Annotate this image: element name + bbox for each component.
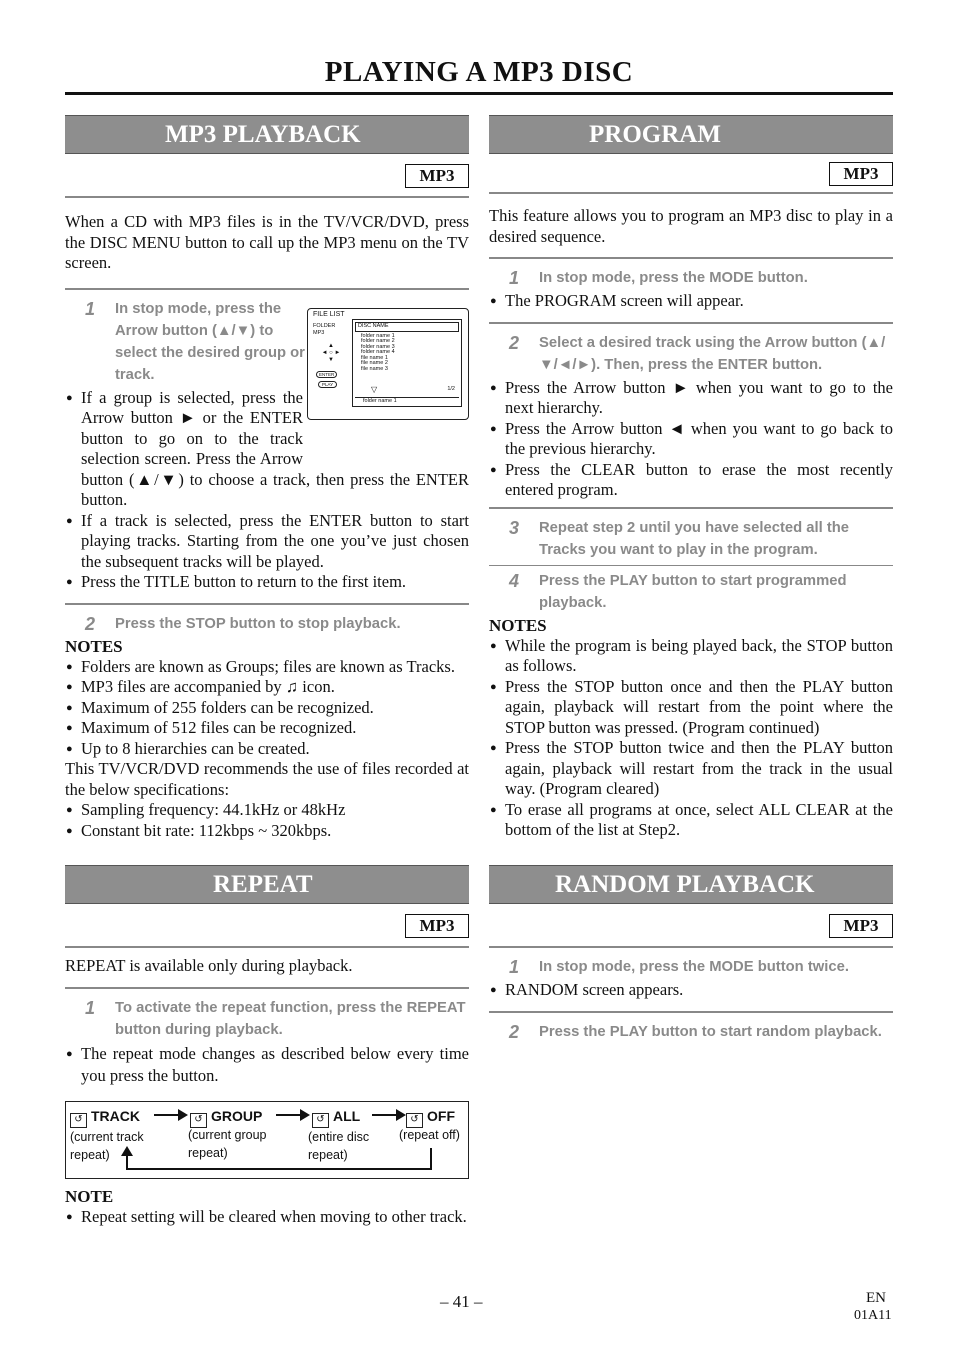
language-code: EN bbox=[866, 1290, 886, 1306]
notes-list bbox=[65, 657, 469, 760]
mode-desc: (entire disc repeat) bbox=[308, 1129, 370, 1162]
divider bbox=[65, 196, 469, 198]
section-heading: MP3 PLAYBACK bbox=[65, 115, 469, 154]
screen-title: FILE LIST bbox=[313, 310, 345, 318]
screen-item: file name 3 bbox=[361, 366, 388, 373]
step-text: Repeat step 2 until you have selected all the Tracks you want to play in the program. bbox=[539, 519, 850, 558]
title-rule bbox=[65, 92, 893, 95]
notes-heading: NOTES bbox=[489, 615, 547, 635]
step-number: 2 bbox=[509, 332, 520, 353]
divider bbox=[489, 192, 893, 194]
bullet-item: ● RANDOM screen appears. bbox=[489, 980, 893, 1001]
step-text: Select a desired track using the Arrow button (▲/▼/◄/►). Then, press the ENTER button. bbox=[539, 334, 886, 373]
notes-heading: NOTES bbox=[65, 636, 123, 656]
step-number: 3 bbox=[509, 517, 520, 538]
note-item: ● Maximum of 255 folders can be recognized. bbox=[65, 698, 469, 719]
repeat-icon: ↺ bbox=[406, 1113, 423, 1128]
mode-desc: (repeat off) bbox=[399, 1127, 460, 1142]
spec-item: ● Sampling frequency: 44.1kHz or 48kHz bbox=[65, 800, 469, 821]
notes-list bbox=[489, 636, 893, 841]
step-number: 4 bbox=[509, 570, 520, 591]
screen-list bbox=[353, 334, 461, 373]
enter-button-icon: ENTER bbox=[316, 371, 337, 378]
mp3-badge: MP3 bbox=[405, 164, 469, 188]
intro-text: This feature allows you to program an MP3 disc to play in a desired sequence. bbox=[489, 206, 893, 246]
repeat-mode-track: ↺ TRACK bbox=[70, 1108, 140, 1128]
recommend-text: This TV/VCR/DVD recommends the use of files recorded at the below specifications: bbox=[65, 759, 469, 799]
step-2-bullets bbox=[489, 378, 893, 501]
divider bbox=[489, 1011, 893, 1013]
step-1-bullets bbox=[489, 291, 893, 312]
bullet-item: ● If a group is selected, press the Arrow button ► or the ENTER button to go on to the track selection screen. Press the Arrow button (▲/▼) to choose a track, then press the ENTER button. bbox=[65, 388, 469, 511]
note-item: ● While the program is being played back, the STOP button as follows. bbox=[489, 636, 893, 677]
step-1 bbox=[65, 298, 315, 386]
step-text: In stop mode, press the Arrow button (▲/▼) to select the desired group or track. bbox=[115, 300, 305, 383]
bullet-item: ● If a track is selected, press the ENTER button to start playing tracks. Starting from the one you’ve just chosen the subsequent tracks will be played. bbox=[65, 511, 469, 573]
screen-item: folder name 1 bbox=[361, 332, 395, 339]
divider bbox=[489, 322, 893, 324]
arrow-pad-icon: ▲ ◄ ○ ► ▼ bbox=[321, 342, 341, 363]
page-number: – 41 – bbox=[440, 1292, 483, 1311]
intro-text: When a CD with MP3 files is in the TV/VCR/DVD, press the DISC MENU button to call up the MP3 menu on the TV screen. bbox=[65, 212, 469, 272]
repeat-mode-group: ↺ GROUP bbox=[190, 1108, 262, 1128]
arrow-icon bbox=[154, 1114, 180, 1116]
step-2 bbox=[489, 1021, 893, 1043]
divider bbox=[489, 565, 893, 566]
arrow-icon bbox=[276, 1114, 302, 1116]
notes-list bbox=[65, 1207, 469, 1228]
repeat-mode-all: ↺ ALL bbox=[312, 1108, 360, 1128]
step-1 bbox=[489, 267, 893, 289]
step-1-bullets bbox=[65, 1043, 469, 1087]
note-item: ● Press the STOP button twice and then the PLAY button again, playback will restart from the track in the usual way. (Program cleared) bbox=[489, 738, 893, 800]
step-1-bullets bbox=[65, 385, 469, 593]
specs-list bbox=[65, 800, 469, 841]
divider bbox=[65, 987, 469, 989]
note-item: ● Repeat setting will be cleared when moving to other track. bbox=[65, 1207, 469, 1228]
section-repeat bbox=[65, 865, 469, 1227]
return-arrow-icon bbox=[121, 1146, 133, 1156]
divider bbox=[489, 507, 893, 509]
intro-text: REPEAT is available only during playback. bbox=[65, 956, 353, 975]
mode-desc: (current group repeat) bbox=[188, 1127, 267, 1160]
mp3-label: MP3 bbox=[313, 329, 325, 336]
screen-bottom-item: folder name 1 bbox=[355, 397, 459, 404]
note-heading: NOTE bbox=[65, 1186, 114, 1206]
screen-page: 1/2 bbox=[447, 385, 455, 392]
divider bbox=[489, 946, 893, 948]
screen-item: file name 2 bbox=[361, 360, 388, 367]
spec-item: ● Constant bit rate: 112kbps ~ 320kbps. bbox=[65, 821, 469, 842]
bullet-item: ● Press the CLEAR button to erase the most recently entered program. bbox=[489, 460, 893, 501]
repeat-icon: ↺ bbox=[190, 1113, 207, 1128]
section-program bbox=[489, 115, 893, 841]
step-1 bbox=[489, 956, 893, 978]
screen-item: folder name 3 bbox=[361, 343, 395, 350]
mode-desc: (current track repeat) bbox=[70, 1129, 144, 1162]
step-text: To activate the repeat function, press the REPEAT button during playback. bbox=[115, 999, 466, 1038]
return-line bbox=[430, 1148, 432, 1170]
bullet-item: ● The PROGRAM screen will appear. bbox=[489, 291, 893, 312]
step-2 bbox=[489, 332, 893, 376]
mp3-badge: MP3 bbox=[829, 914, 893, 938]
scroll-down-icon: ▽ bbox=[371, 384, 378, 394]
divider bbox=[65, 946, 469, 948]
bullet-item: ● Press the TITLE button to return to the first item. bbox=[65, 572, 469, 593]
section-heading: RANDOM PLAYBACK bbox=[489, 865, 893, 904]
step-number: 2 bbox=[509, 1021, 520, 1042]
step-1-bullets bbox=[489, 980, 893, 1001]
section-mp3-playback bbox=[65, 115, 469, 841]
bullet-item: ● Press the Arrow button ► when you want to go to the next hierarchy. bbox=[489, 378, 893, 419]
step-text: Press the STOP button to stop playback. bbox=[115, 615, 401, 632]
screen-item: file name 1 bbox=[361, 354, 388, 361]
step-3 bbox=[489, 517, 893, 561]
step-4 bbox=[489, 570, 893, 614]
section-heading: REPEAT bbox=[65, 865, 469, 904]
repeat-icon: ↺ bbox=[70, 1113, 87, 1128]
divider bbox=[65, 288, 469, 290]
step-number: 2 bbox=[85, 613, 96, 634]
mp3-badge: MP3 bbox=[405, 914, 469, 938]
step-number: 1 bbox=[85, 997, 96, 1018]
mp3-badge: MP3 bbox=[829, 162, 893, 186]
repeat-mode-off: ↺ OFF bbox=[406, 1108, 455, 1128]
return-line bbox=[126, 1168, 432, 1170]
play-button-icon: PLAY bbox=[318, 381, 337, 388]
arrow-icon bbox=[372, 1114, 398, 1116]
page-title: PLAYING A MP3 DISC bbox=[324, 56, 634, 88]
step-text: In stop mode, press the MODE button twice. bbox=[539, 959, 849, 975]
note-item: ● Maximum of 512 files can be recognized. bbox=[65, 718, 469, 739]
divider bbox=[65, 603, 469, 605]
divider bbox=[489, 257, 893, 259]
section-random-playback bbox=[489, 865, 893, 1045]
note-item: ● To erase all programs at once, select ALL CLEAR at the bottom of the list at Step2. bbox=[489, 800, 893, 841]
step-text: Press the PLAY button to start random playback. bbox=[539, 1023, 882, 1040]
step-number: 1 bbox=[509, 268, 520, 288]
note-item: ● MP3 files are accompanied by ♫ icon. bbox=[65, 677, 469, 698]
step-2 bbox=[65, 613, 469, 635]
return-line bbox=[126, 1154, 128, 1168]
step-text: Press the PLAY button to start programmed playback. bbox=[539, 572, 847, 611]
bullet-item: ● The repeat mode changes as described below every time you press the button. bbox=[65, 1043, 469, 1087]
section-heading: PROGRAM bbox=[489, 115, 893, 154]
folder-label: FOLDER bbox=[313, 322, 336, 329]
repeat-icon: ↺ bbox=[312, 1113, 329, 1128]
screen-item: folder name 2 bbox=[361, 338, 395, 345]
step-1 bbox=[65, 997, 469, 1041]
bullet-item: ● Press the Arrow button ◄ when you want to go back to the previous hierarchy. bbox=[489, 419, 893, 460]
screen-item: folder name 4 bbox=[361, 349, 395, 356]
step-text: In stop mode, press the MODE button. bbox=[539, 270, 808, 286]
note-item: ● Up to 8 hierarchies can be created. bbox=[65, 739, 469, 760]
document-code: 01A11 bbox=[854, 1308, 892, 1323]
disc-name-field: DISC NAME bbox=[355, 322, 459, 332]
note-item: ● Folders are known as Groups; files are known as Tracks. bbox=[65, 657, 469, 678]
repeat-mode-diagram bbox=[65, 1101, 469, 1179]
step-number: 1 bbox=[85, 298, 96, 319]
step-number: 1 bbox=[509, 957, 520, 977]
note-item: ● Press the STOP button once and then the PLAY button again, playback will restart from the point where the STOP button was pressed. (Program continued) bbox=[489, 677, 893, 739]
